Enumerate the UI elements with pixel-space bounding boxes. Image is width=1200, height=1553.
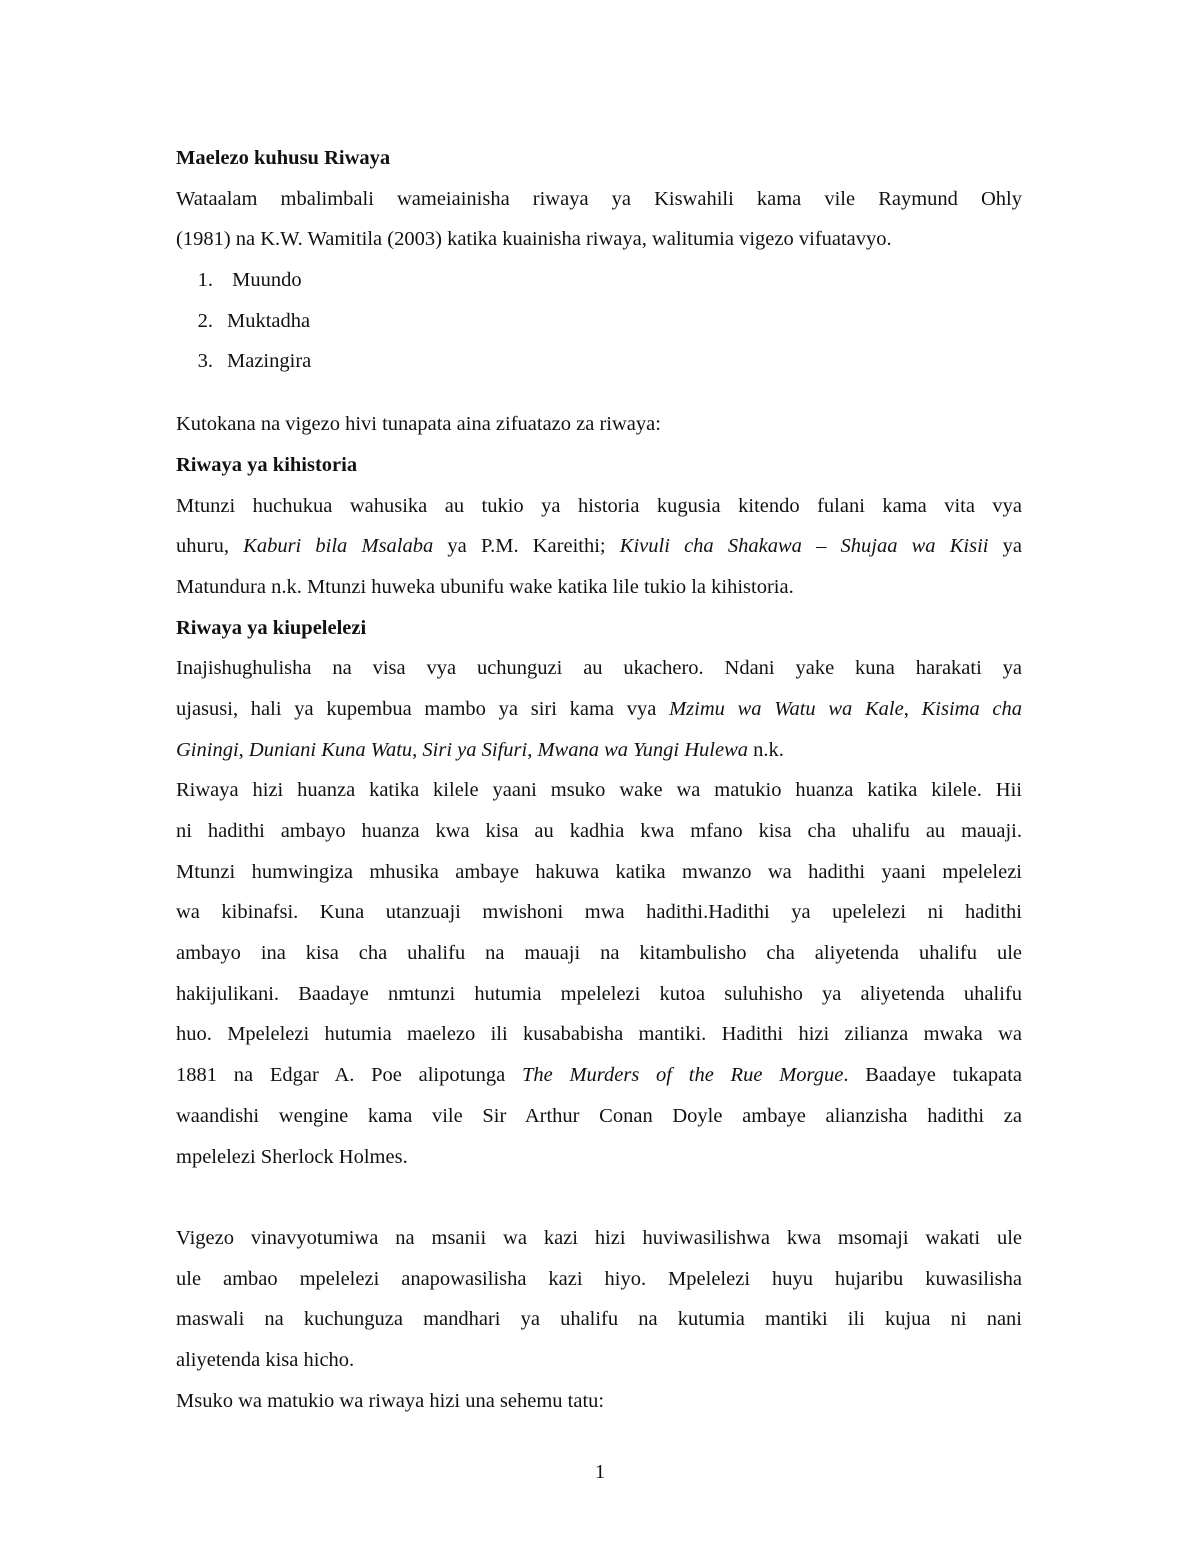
page-heading: Maelezo kuhusu Riwaya [176,147,391,169]
text-run: 1881 na Edgar A. Poe alipotunga [176,1064,522,1087]
paragraph-line: ni hadithi ambayo huanza kwa kisa au kadhia kwa mfano kisa cha uhalifu au mauaji. [176,820,1022,842]
book-title: The Murders of the Rue Morgue [521,1064,844,1087]
paragraph-line: wa kibinafsi. Kuna utanzuaji mwishoni mwa hadithi.Hadithi ya upelelezi ni hadithi [176,901,1022,924]
book-title: Giningi [176,738,239,761]
text-run: n.k. [748,738,784,761]
book-title: Siri ya Sifuri [422,738,528,761]
book-title: Kisima cha [921,697,1023,720]
book-title: Kivuli cha Shakawa – Shujaa wa Kisii [619,535,989,558]
spacer [176,1177,1022,1218]
text-run: , [527,738,538,761]
list-number: 2. [197,309,213,332]
kiupelelezi-line-2 [176,689,1022,730]
section-heading-kiupelelezi: Riwaya ya kiupelelezi [176,616,367,639]
kihistoria-line-3: Matundura n.k. Mtunzi huweka ubunifu wake katika lile tukio la kihistoria. [176,575,794,598]
text-run: , [412,738,423,761]
paragraph-line: aliyetenda kisa hicho. [176,1348,355,1371]
paragraph-line: hakijulikani. Baadaye nmtunzi hutumia mpelelezi kutoa suluhisho ya aliyetenda uhalifu [176,982,1022,1005]
list-item [176,301,1022,342]
intro-line-2: (1981) na K.W. Wamitila (2003) katika kuainisha riwaya, walitumia vigezo vifuatavyo. [176,228,892,251]
paragraph-line: Mtunzi humwingiza mhusika ambaye hakuwa katika mwanzo wa hadithi yaani mpelelezi [176,860,1022,883]
paragraph-line: waandishi wengine kama vile Sir Arthur Conan Doyle ambaye alianzisha hadithi za [176,1104,1022,1127]
kihistoria-line-2 [176,526,1022,567]
text-run: , [238,738,249,761]
section-heading-kihistoria: Riwaya ya kihistoria [176,453,358,476]
list-text: Mazingira [227,350,312,373]
text-run: ujasusi, hali ya kupembua mambo ya siri kama vya [176,697,670,720]
spacer [176,382,1022,404]
book-title: Mzimu wa Watu wa Kale [669,697,904,720]
list-text: Muktadha [227,309,311,332]
paragraph-line: mpelelezi Sherlock Holmes. [176,1145,408,1168]
list-item [176,260,1022,301]
document-body [176,138,1022,1421]
text-run: ya [988,535,1022,558]
kiupelelezi-line-1: Inajishughulisha na visa vya uchunguzi au ukachero. Ndani yake kuna harakati ya [176,657,1022,680]
paragraph-line: Riwaya hizi huanza katika kilele yaani msuko wake wa matukio huanza katika kilele. Hii [176,779,1022,802]
book-title: Duniani Kuna Watu [248,738,413,761]
paragraph-line: maswali na kuchunguza mandhari ya uhalifu na kutumia mantiki ili kujua ni nani [176,1308,1022,1331]
kiupelelezi-line-3 [176,730,1022,771]
list-number: 1. [197,269,213,292]
list-item [176,341,1022,382]
text-run: , [903,697,922,720]
text-run: uhuru, [176,535,244,558]
types-intro: Kutokana na vigezo hivi tunapata aina zifuatazo za riwaya: [176,413,661,436]
intro-line-1: Wataalam mbalimbali wameiainisha riwaya ya Kiswahili kama vile Raymund Ohly [176,187,1022,210]
kihistoria-line-1: Mtunzi huchukua wahusika au tukio ya historia kugusia kitendo fulani kama vita vya [176,494,1022,517]
paragraph-line: Msuko wa matukio wa riwaya hizi una sehemu tatu: [176,1389,605,1412]
paragraph-line: ambayo ina kisa cha uhalifu na mauaji na kitambulisho cha aliyetenda uhalifu ule [176,942,1022,965]
list-text: Muundo [227,269,302,292]
paragraph-line: Vigezo vinavyotumiwa na msanii wa kazi hizi huviwasilishwa kwa msomaji wakati ule [176,1226,1022,1249]
paragraph-line: huo. Mpelelezi hutumia maelezo ili kusababisha mantiki. Hadithi hizi zilianza mwaka wa [176,1023,1022,1046]
page-number: 1 [594,1461,606,1483]
book-title: Kaburi bila Msalaba [243,535,434,558]
text-run: ya P.M. Kareithi; [433,535,620,558]
paragraph-line: ule ambao mpelelezi anapowasilisha kazi hiyo. Mpelelezi huyu hujaribu kuwasilisha [176,1267,1022,1290]
book-title: Mwana wa Yungi Hulewa [537,738,749,761]
text-run: . Baadaye tukapata [843,1064,1022,1087]
list-number: 3. [197,350,213,373]
paragraph-line [176,1055,1022,1096]
